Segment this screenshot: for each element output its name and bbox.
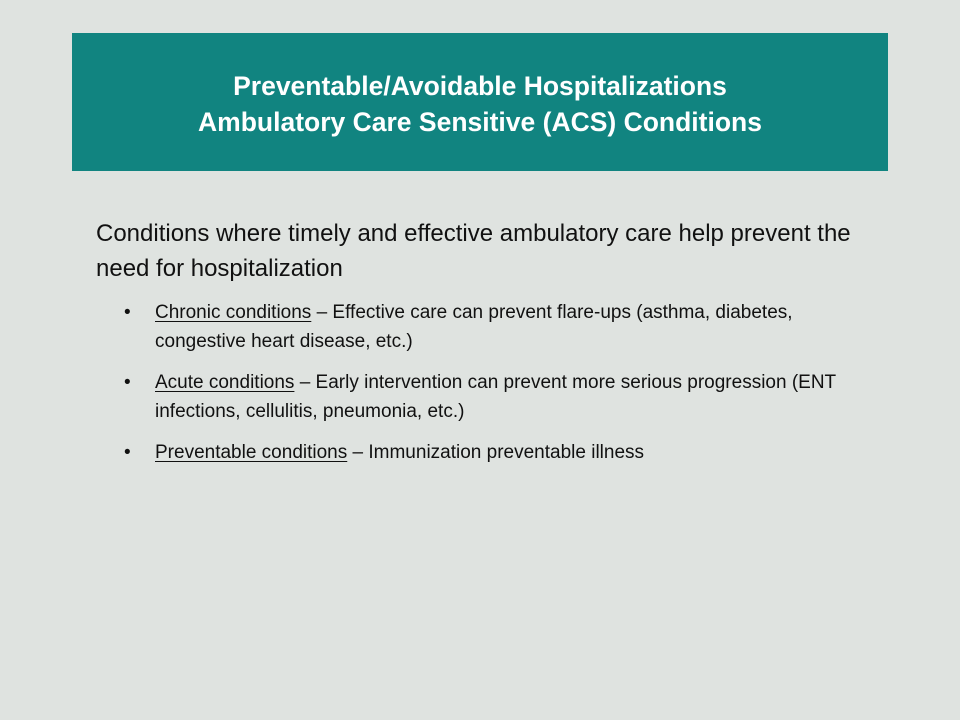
bullet-dot-icon: •: [124, 302, 131, 323]
bullet-preventable-conditions: [124, 438, 864, 467]
bullet-acute-conditions: [124, 368, 864, 426]
bullet-dot-icon: •: [124, 442, 131, 463]
bullet-chronic-conditions: [124, 298, 864, 356]
bullet-list: [124, 298, 864, 479]
slide-title-line-1: Preventable/Avoidable Hospitalizations: [233, 71, 727, 101]
bullet-term: Acute conditions: [155, 372, 295, 393]
intro-paragraph: Conditions where timely and effective ambulatory care help prevent the need for hospitalization: [96, 220, 851, 282]
bullet-text: – Early intervention can prevent more serious progression (ENT infections, cellulitis, pneumonia, etc.): [155, 372, 836, 422]
bullet-text: – Immunization preventable illness: [347, 442, 645, 463]
bullet-dot-icon: •: [124, 372, 131, 393]
slide-title-line-2: Ambulatory Care Sensitive (ACS) Conditions: [198, 107, 762, 137]
bullet-text: – Effective care can prevent flare-ups (asthma, diabetes, congestive heart disease, etc.): [155, 302, 793, 352]
title-band: [72, 33, 888, 171]
bullet-term: Preventable conditions: [155, 442, 348, 463]
bullet-term: Chronic conditions: [155, 302, 312, 323]
